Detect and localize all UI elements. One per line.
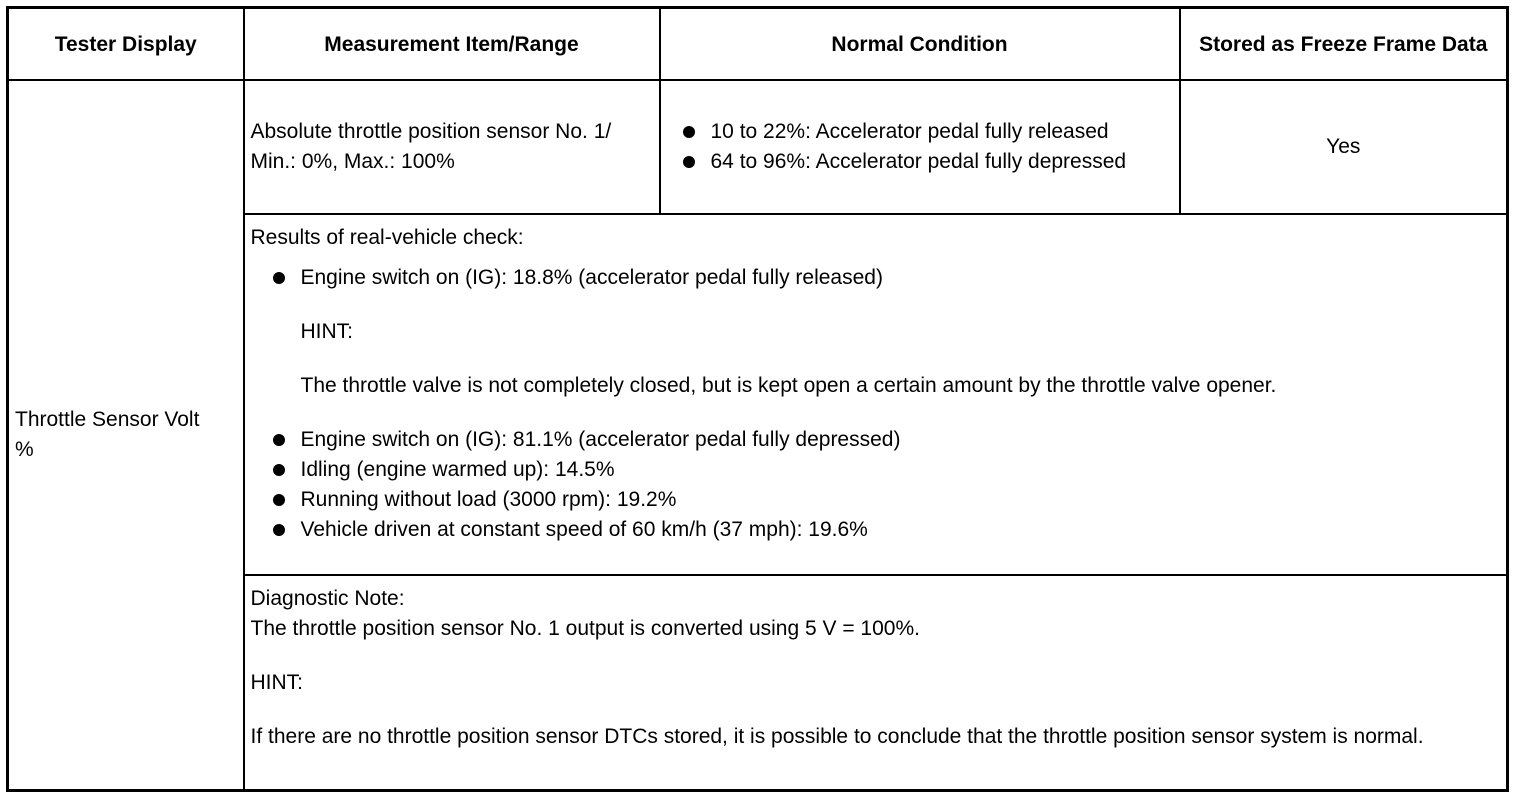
tester-display-name: Throttle Sensor Volt	[15, 407, 200, 431]
data-list-table	[6, 6, 1509, 792]
list-item: Vehicle driven at constant speed of 60 km/h (37 mph): 19.6%	[271, 515, 1501, 545]
list-item: Engine switch on (IG): 81.1% (accelerator pedal fully depressed)	[271, 425, 1501, 455]
real-vehicle-check-cell	[244, 214, 1508, 575]
diagnostic-hint-label: HINT:	[250, 671, 303, 694]
header-measurement-item: Measurement Item/Range	[244, 8, 660, 81]
header-tester-display: Tester Display	[8, 8, 244, 81]
hint-text: The throttle valve is not completely closed, but is kept open a certain amount by the throttle valve opener.	[300, 374, 1277, 397]
diagnostic-note-heading: Diagnostic Note:	[250, 587, 405, 610]
header-freeze-frame: Stored as Freeze Frame Data	[1180, 8, 1508, 81]
table-row	[8, 80, 1508, 214]
list-item: Running without load (3000 rpm): 19.2%	[271, 485, 1501, 515]
normal-condition-list	[681, 117, 1173, 177]
diagnostic-note-text: The throttle position sensor No. 1 output is converted using 5 V = 100%.	[250, 617, 920, 640]
list-item	[271, 263, 1501, 425]
measurement-item: Absolute throttle position sensor No. 1/	[250, 120, 612, 143]
table-header-row	[8, 8, 1508, 81]
tester-display-unit: %	[15, 437, 34, 461]
list-item: Idling (engine warmed up): 14.5%	[271, 455, 1501, 485]
list-item: 10 to 22%: Accelerator pedal fully released	[681, 117, 1173, 147]
freeze-frame-cell: Yes	[1180, 80, 1508, 214]
real-vehicle-heading: Results of real-vehicle check:	[250, 226, 524, 249]
list-item: 64 to 96%: Accelerator pedal fully depressed	[681, 147, 1173, 177]
real-vehicle-list	[271, 263, 1501, 545]
normal-condition-cell	[660, 80, 1180, 214]
check-item-text: Engine switch on (IG): 18.8% (accelerator pedal fully released)	[300, 266, 883, 289]
hint-label: HINT:	[300, 320, 353, 343]
measurement-cell	[244, 80, 660, 214]
diagnostic-hint-text: If there are no throttle position sensor DTCs stored, it is possible to conclude that the throttle position sensor system is normal.	[250, 725, 1424, 748]
diagnostic-note-cell	[244, 575, 1508, 790]
measurement-range: Min.: 0%, Max.: 100%	[250, 150, 455, 173]
tester-display-cell	[8, 80, 244, 790]
header-normal-condition: Normal Condition	[660, 8, 1180, 81]
